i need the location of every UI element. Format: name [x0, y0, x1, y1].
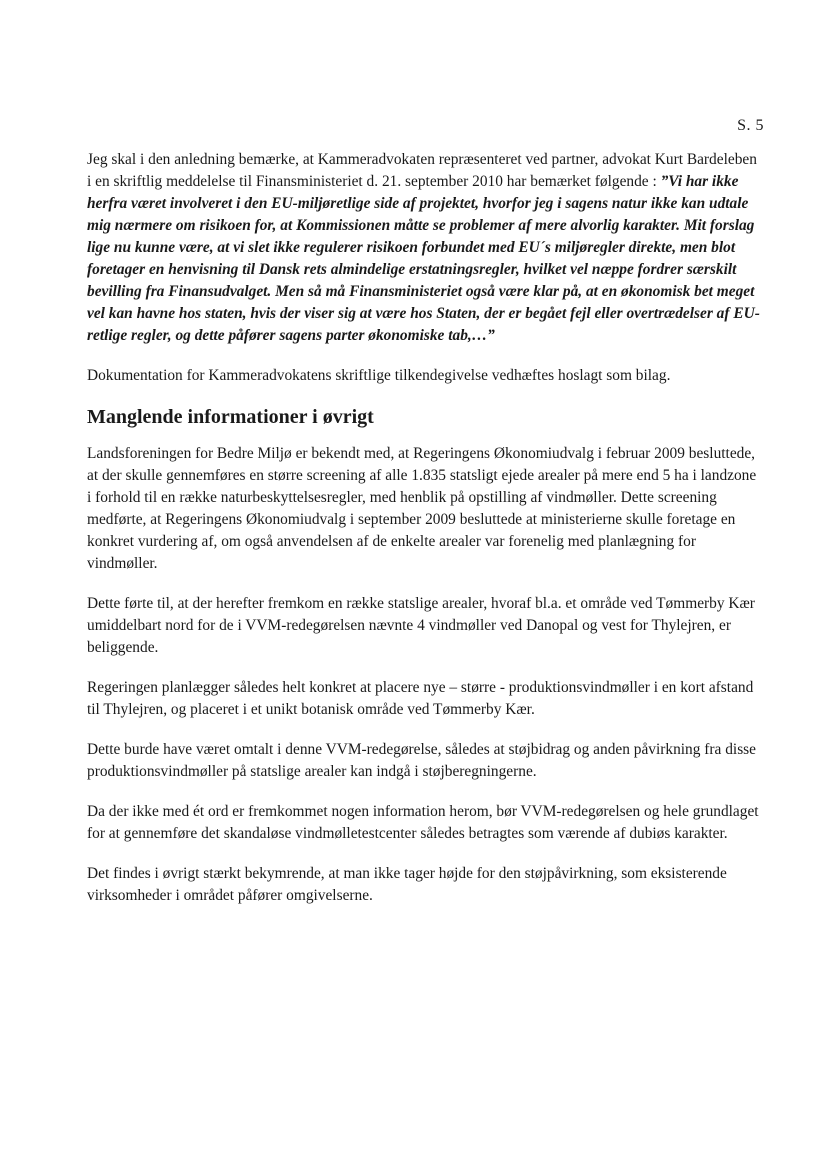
documentation-paragraph: Dokumentation for Kammeradvokatens skriftlige tilkendegivelse vedhæftes hoslagt som bilag.	[87, 367, 671, 384]
intro-paragraph	[87, 149, 762, 347]
document-body	[87, 149, 762, 925]
intro-text: Jeg skal i den anledning bemærke, at Kammeradvokaten repræsenteret ved partner, advokat Kurt Bardeleben i en skriftlig meddelelse til Finansministeriet d. 21. september 2010 har bemærket følgende :	[87, 151, 757, 190]
page-number: S. 5	[737, 117, 764, 134]
paragraph-statslige-arealer: Dette førte til, at der herefter fremkom en række statslige arealer, hvoraf bl.a. et område ved Tømmerby Kær umiddelbart nord for de i VVM-redegørelsen nævnte 4 vindmøller ved Danopal og vest for Thylejren, er beliggende.	[87, 595, 755, 656]
paragraph-regeringen: Regeringen planlægger således helt konkret at placere nye – større - produktionsvindmøller i en kort afstand til Thylejren, og placeret i et unikt botanisk område ved Tømmerby Kær.	[87, 679, 754, 718]
paragraph-dubios: Da der ikke med ét ord er fremkommet nogen information herom, bør VVM-redegørelsen og hele grundlaget for at gennemføre det skandaløse vindmølletestcenter således betragtes som værende af dubiøs karakter.	[87, 803, 759, 842]
kammeradvokat-quote: ”Vi har ikke herfra været involveret i den EU-miljøretlige side af projektet, hvorfor jeg i sagens natur ikke kan udtale mig nærmere om risikoen for, at Kommissionen måtte se problemer af mere alvorlig karakter. Mit forslag lige nu kunne være, at vi slet ikke regulerer risikoen forbundet med EU´s miljøregler direkte, men blot foretager en henvisning til Dansk rets almindelige erstatningsregler, hvilket vel næppe fordrer særskilt bevilling fra Finansudvalget. Men så må Finansministeriet også være klar på, at en økonomisk bet meget vel kan havne hos staten, hvis der viser sig at være hos Staten, der er begået fejl eller overtrædelser af EU-retlige regler, og dette påfører sagens parter økonomiske tab,…”	[87, 173, 760, 344]
section-heading: Manglende informationer i øvrigt	[87, 406, 374, 428]
paragraph-vvm-omtale: Dette burde have været omtalt i denne VVM-redegørelse, således at støjbidrag og anden påvirkning fra disse produktionsvindmøller på statslige arealer kan indgå i støjberegningerne.	[87, 741, 757, 780]
paragraph-stoejpaavirkning: Det findes i øvrigt stærkt bekymrende, at man ikke tager højde for den støjpåvirkning, som eksisterende virksomheder i området påfører omgivelserne.	[87, 865, 727, 904]
paragraph-screening: Landsforeningen for Bedre Miljø er bekendt med, at Regeringens Økonomiudvalg i februar 2009 besluttede, at der skulle gennemføres en større screening af alle 1.835 statsligt ejede arealer på mere end 5 ha i landzone i forhold til en række naturbeskyttelsesregler, med henblik på opstilling af vindmøller. Dette screening medførte, at Regeringens Økonomiudvalg i september 2009 besluttede at ministerierne skulle foretage en konkret vurdering af, om også anvendelsen af de enkelte arealer var forenelig med planlægning for vindmøller.	[87, 445, 757, 572]
